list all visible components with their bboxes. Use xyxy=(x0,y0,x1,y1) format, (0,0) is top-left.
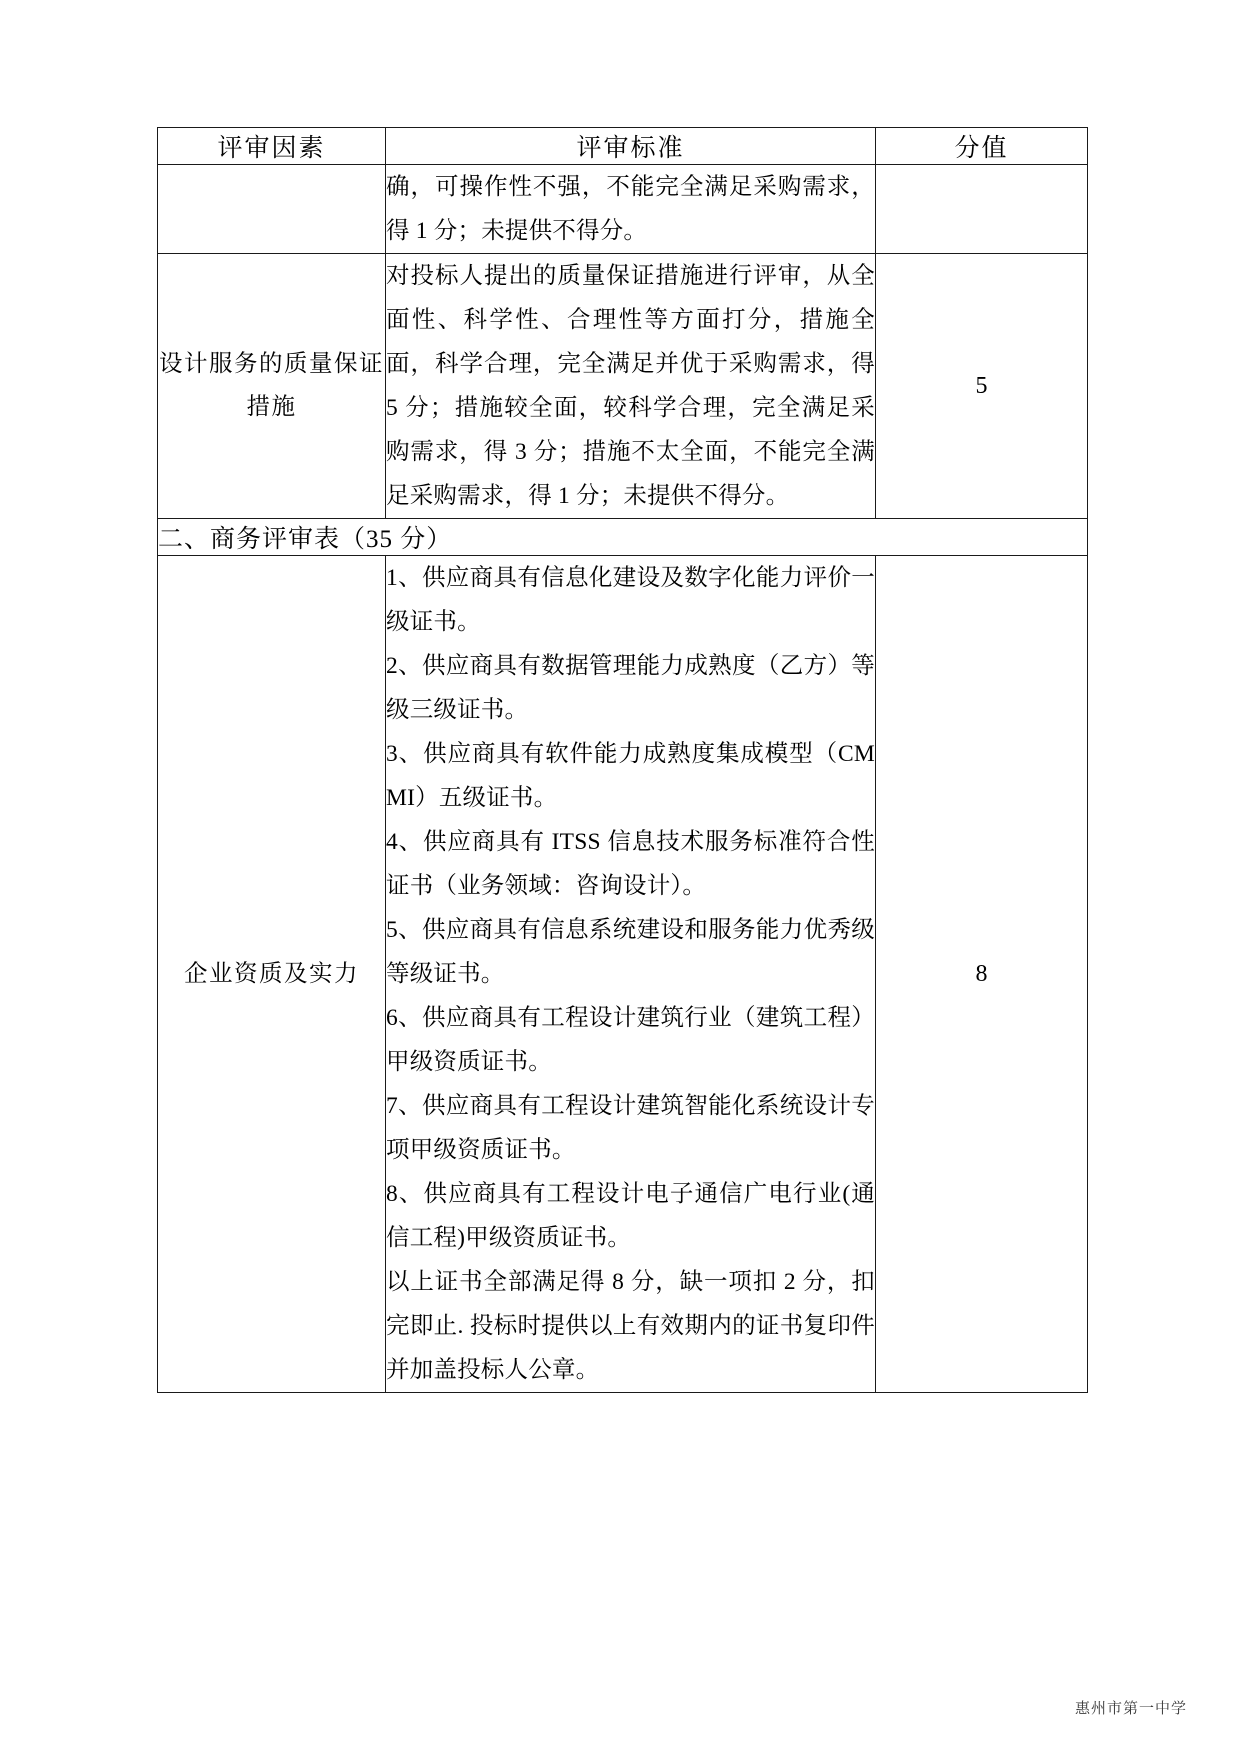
standard-line: 4、供应商具有 ITSS 信息技术服务标准符合性证书（业务领域：咨询设计）。 xyxy=(386,829,875,899)
cell-review-standard: 对投标人提出的质量保证措施进行评审，从全面性、科学性、合理性等方面打分，措施全面，科学合理，完全满足并优于采购需求，得 5 分；措施较全面，较科学合理，完全满足采购需求，得 3 分；措施不太全面，不能完全满足采购需求，得 1 分；未提供不得分。 xyxy=(386,254,876,519)
header-score: 分值 xyxy=(876,128,1088,165)
cell-review-factor xyxy=(158,165,386,254)
table-section-row xyxy=(158,519,1088,556)
cell-review-factor: 设计服务的质量保证措施 xyxy=(158,254,386,519)
standard-line: 5、供应商具有信息系统建设和服务能力优秀级等级证书。 xyxy=(386,917,875,987)
header-review-standard: 评审标准 xyxy=(386,128,876,165)
cell-review-factor: 企业资质及实力 xyxy=(158,556,386,1393)
standard-line: 2、供应商具有数据管理能力成熟度（乙方）等级三级证书。 xyxy=(386,653,875,723)
header-review-factor: 评审因素 xyxy=(158,128,386,165)
standard-line: 3、供应商具有软件能力成熟度集成模型（CMMI）五级证书。 xyxy=(386,741,875,811)
table-row xyxy=(158,254,1088,519)
standard-line: 8、供应商具有工程设计电子通信广电行业(通信工程)甲级资质证书。 xyxy=(386,1181,875,1251)
cell-review-standard: 确，可操作性不强，不能完全满足采购需求，得 1 分；未提供不得分。 xyxy=(386,165,876,254)
table-row xyxy=(158,165,1088,254)
table-row xyxy=(158,556,1088,1393)
cell-score: 8 xyxy=(876,556,1088,1393)
cell-review-standard xyxy=(386,556,876,1393)
evaluation-table-container xyxy=(157,127,1087,1393)
standard-line: 1、供应商具有信息化建设及数字化能力评价一级证书。 xyxy=(386,565,875,635)
section-title-business-review: 二、商务评审表（35 分） xyxy=(158,519,1088,556)
standard-line: 7、供应商具有工程设计建筑智能化系统设计专项甲级资质证书。 xyxy=(386,1093,875,1163)
cell-score xyxy=(876,165,1088,254)
standard-line: 以上证书全部满足得 8 分，缺一项扣 2 分，扣完即止. 投标时提供以上有效期内的证书复印件并加盖投标人公章。 xyxy=(386,1269,875,1383)
table-header-row xyxy=(158,128,1088,165)
standard-line: 6、供应商具有工程设计建筑行业（建筑工程）甲级资质证书。 xyxy=(386,1005,875,1075)
page-watermark: 惠州市第一中学 xyxy=(1074,1700,1187,1717)
evaluation-table xyxy=(157,127,1088,1393)
cell-score: 5 xyxy=(876,254,1088,519)
